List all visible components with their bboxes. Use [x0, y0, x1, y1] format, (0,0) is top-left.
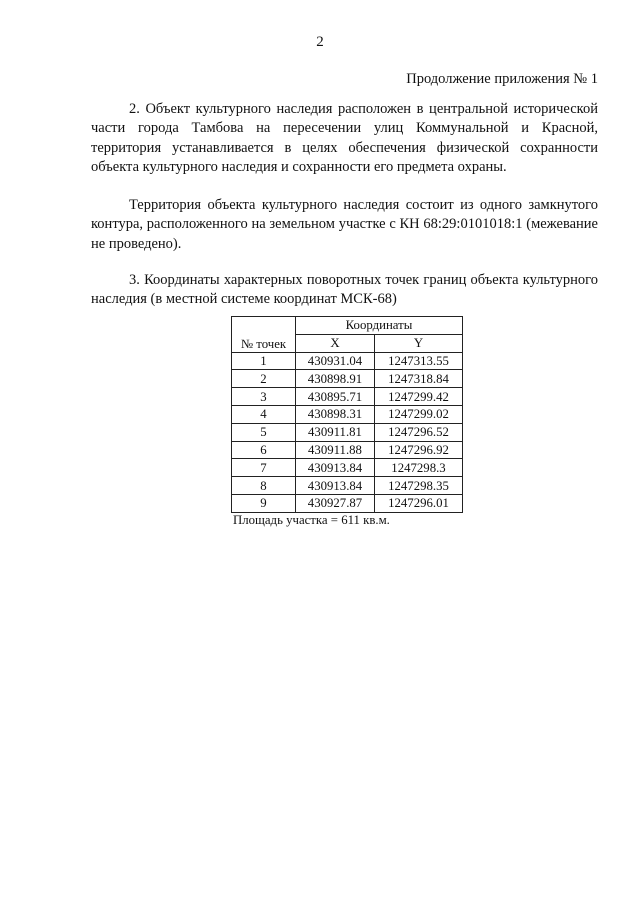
coordinates-rows — [232, 352, 463, 512]
point-number-cell: 4 — [232, 405, 296, 423]
point-number-cell: 7 — [232, 459, 296, 477]
y-cell: 1247298.35 — [375, 477, 463, 495]
page-number: 2 — [316, 34, 324, 50]
paragraph-location-text: 2. Объект культурного наследия расположен в центральной исторической части города Тамбова на пересечении улиц Коммунальной и Красной, территория устанавливается в целях обеспечения физической сохранности объекта культурного наследия и сохранности его предмета охраны. — [91, 101, 598, 176]
y-cell: 1247296.92 — [375, 441, 463, 459]
table-row — [232, 405, 463, 423]
y-cell: 1247299.42 — [375, 388, 463, 406]
y-cell: 1247298.3 — [375, 459, 463, 477]
point-number-header: № точек — [232, 317, 296, 353]
y-cell: 1247296.01 — [375, 494, 463, 512]
y-cell: 1247299.02 — [375, 405, 463, 423]
table-row — [232, 388, 463, 406]
point-number-cell: 9 — [232, 494, 296, 512]
point-number-cell: 8 — [232, 477, 296, 495]
point-number-cell: 3 — [232, 388, 296, 406]
x-cell: 430913.84 — [296, 459, 375, 477]
coordinates-table — [231, 316, 463, 513]
table-row — [232, 459, 463, 477]
area-note: Площадь участка = 611 кв.м. — [233, 513, 390, 527]
table-row — [232, 423, 463, 441]
table-row — [232, 477, 463, 495]
paragraph-location — [91, 100, 598, 178]
table-row — [232, 494, 463, 512]
point-number-cell: 6 — [232, 441, 296, 459]
table-row — [232, 370, 463, 388]
appendix-note: Продолжение приложения № 1 — [406, 71, 598, 87]
x-cell: 430927.87 — [296, 494, 375, 512]
table-row — [232, 352, 463, 370]
paragraph-coordinates-text: 3. Координаты характерных поворотных точек границ объекта культурного наследия (в местной системе координат МСК-68) — [91, 272, 598, 308]
x-cell: 430913.84 — [296, 477, 375, 495]
x-cell: 430895.71 — [296, 388, 375, 406]
x-cell: 430931.04 — [296, 352, 375, 370]
x-header: X — [296, 334, 375, 352]
x-cell: 430898.91 — [296, 370, 375, 388]
y-cell: 1247313.55 — [375, 352, 463, 370]
paragraph-territory-text: Территория объекта культурного наследия состоит из одного замкнутого контура, расположенного на земельном участке с КН 68:29:0101018:1 (межевание не проведено). — [91, 197, 598, 252]
x-cell: 430898.31 — [296, 405, 375, 423]
coordinates-header: Координаты — [296, 317, 463, 335]
paragraph-territory — [91, 196, 598, 254]
x-cell: 430911.88 — [296, 441, 375, 459]
point-number-cell: 1 — [232, 352, 296, 370]
table-row — [232, 441, 463, 459]
point-number-cell: 5 — [232, 423, 296, 441]
y-cell: 1247296.52 — [375, 423, 463, 441]
x-cell: 430911.81 — [296, 423, 375, 441]
y-cell: 1247318.84 — [375, 370, 463, 388]
paragraph-coordinates — [91, 271, 598, 310]
point-number-cell: 2 — [232, 370, 296, 388]
y-header: Y — [375, 334, 463, 352]
